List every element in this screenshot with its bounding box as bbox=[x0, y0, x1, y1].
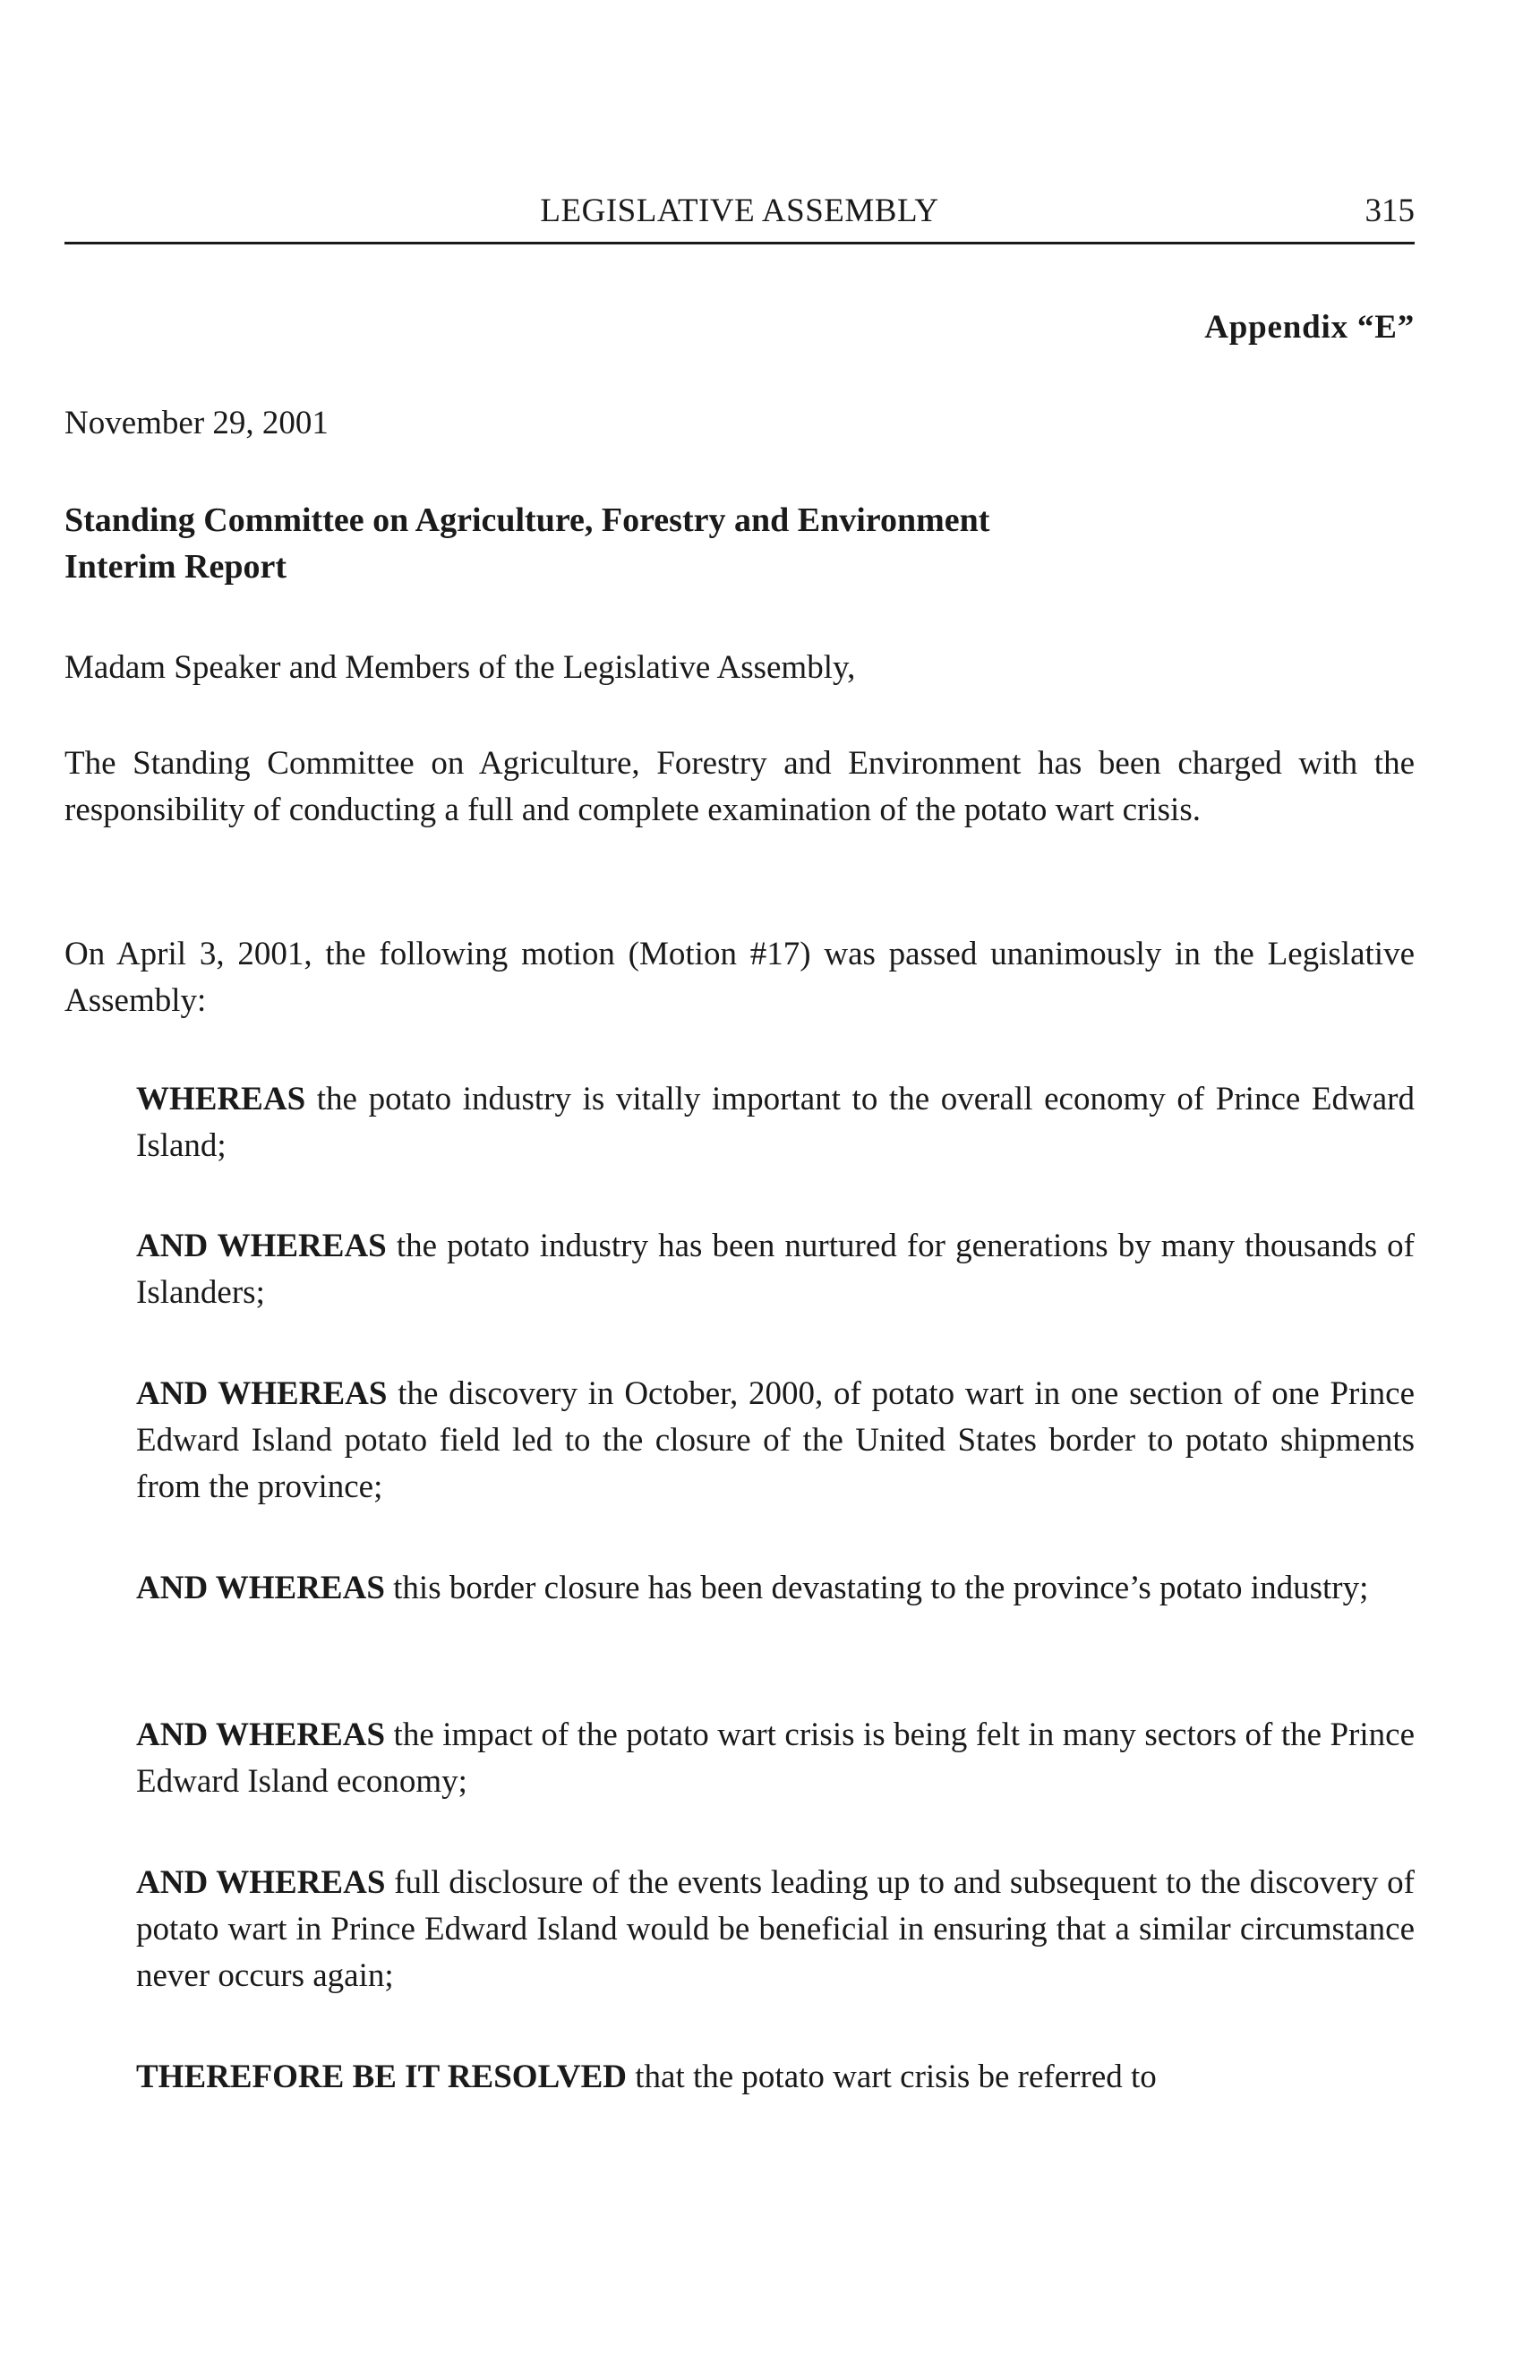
clause-text: full disclosure of the events leading up to and subsequent to the discovery of potato wart in Prince Edward Island would be beneficial in ensuring that a similar circumstance never occurs again; bbox=[136, 1864, 1415, 1994]
paragraph-committee-charge: The Standing Committee on Agriculture, Forestry and Environment has been charged with the responsibility of conducting a full and complete examination of the potato wart crisis. bbox=[64, 745, 1415, 828]
clause-keyword: WHEREAS bbox=[136, 1081, 306, 1117]
clause-keyword: AND WHEREAS bbox=[136, 1570, 385, 1606]
page-number: 315 bbox=[1365, 193, 1415, 229]
report-title-line-2: Interim Report bbox=[64, 548, 287, 586]
running-title: LEGISLATIVE ASSEMBLY bbox=[540, 193, 939, 229]
report-title-line-1: Standing Committee on Agriculture, Forestry and Environment bbox=[64, 501, 990, 539]
clause-text: the potato industry is vitally important to the overall economy of Prince Edward Island; bbox=[136, 1081, 1415, 1164]
motion-clause bbox=[136, 1223, 1415, 1316]
report-date: November 29, 2001 bbox=[64, 405, 329, 441]
clause-text: the impact of the potato wart crisis is being felt in many sectors of the Prince Edward Island economy; bbox=[136, 1717, 1415, 1800]
clause-keyword: AND WHEREAS bbox=[136, 1228, 387, 1264]
clause-text: the discovery in October, 2000, of potato wart in one section of one Prince Edward Island potato field led to the closure of the United States border to potato shipments from the province; bbox=[136, 1375, 1415, 1505]
clause-keyword: AND WHEREAS bbox=[136, 1375, 388, 1412]
appendix-label: Appendix “E” bbox=[1204, 309, 1415, 346]
paragraph-motion-intro: On April 3, 2001, the following motion (Motion #17) was passed unanimously in the Legislative Assembly: bbox=[64, 936, 1415, 1019]
clause-keyword: AND WHEREAS bbox=[136, 1864, 386, 1901]
clause-keyword: AND WHEREAS bbox=[136, 1717, 386, 1753]
clause-text: this border closure has been devastating to the province’s potato industry; bbox=[384, 1570, 1369, 1606]
report-title bbox=[64, 497, 1318, 590]
motion-clause bbox=[136, 1371, 1415, 1511]
salutation: Madam Speaker and Members of the Legislative Assembly, bbox=[64, 649, 856, 686]
motion-resolution bbox=[136, 2054, 1415, 2101]
clause-text: the potato industry has been nurtured for generations by many thousands of Islanders; bbox=[136, 1228, 1416, 1311]
running-header bbox=[64, 186, 1415, 244]
motion-clause bbox=[136, 1860, 1415, 1999]
clause-keyword: THEREFORE BE IT RESOLVED bbox=[136, 2059, 627, 2095]
clause-text: that the potato wart crisis be referred to bbox=[627, 2059, 1157, 2095]
motion-clause bbox=[136, 1076, 1415, 1169]
motion-clause bbox=[136, 1712, 1415, 1805]
motion-clause bbox=[136, 1565, 1415, 1612]
